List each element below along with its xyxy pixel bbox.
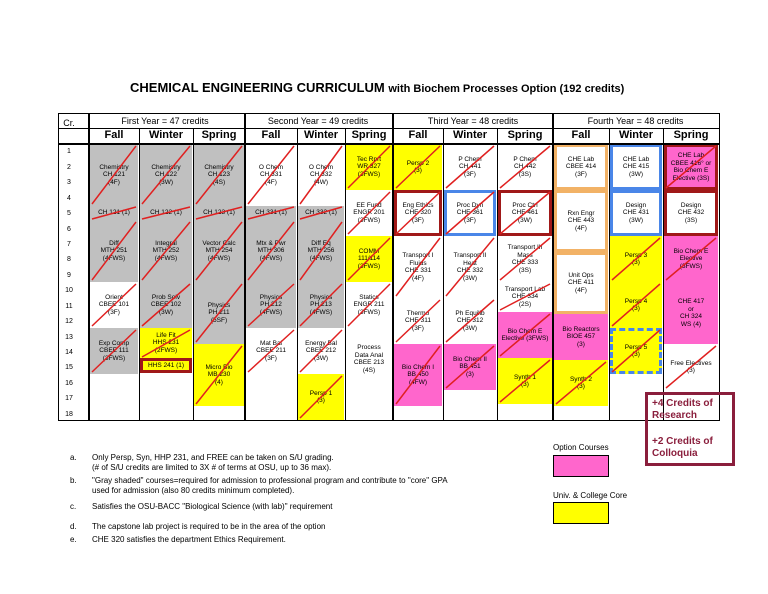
course-cell: Chemistry CH 122 (3W): [140, 144, 192, 206]
course-cell: CH 332 (1): [298, 206, 344, 220]
year-1-header: First Year = 47 credits: [121, 116, 209, 126]
course-cell: Thermo CHE 311 (3F): [405, 309, 431, 332]
course-cell: O Chem CH 332 (4W): [308, 163, 334, 186]
note-line: "Gray shaded" courses=required for admission to professional program and contribute to "core" GPA: [92, 476, 448, 485]
course-cell: Persp 1 (3): [298, 374, 344, 420]
course-cell: Micro Bio MB 230 (4): [194, 344, 244, 406]
term-winter-3: Winter: [452, 129, 488, 141]
course-cell: Prob Solv CBEE 102 (3W): [140, 282, 192, 328]
course-cell: CH 122 (1): [140, 206, 192, 220]
course-cell: Diff Eq MTH 256 (4FWS): [298, 220, 344, 282]
note-line: Satisfies the OSU-BACC "Biological Science (with lab)" requirement: [92, 502, 333, 511]
row-number: 17: [65, 395, 73, 402]
legend-option-label: Option Courses: [553, 443, 609, 452]
course-cell: CHE 417 or CH 324 WS (4): [664, 282, 718, 344]
course-cell: HHS 241 (1): [140, 358, 192, 373]
course-cell: O Chem CH 331 (4F): [258, 163, 284, 186]
term-winter-2: Winter: [303, 129, 339, 141]
row-number: 9: [67, 272, 71, 279]
note-line: Only Persp, Syn, HHP 231, and FREE can be taken on S/U grading.: [92, 453, 334, 462]
row-number: 8: [67, 256, 71, 263]
cr-header: Cr.: [63, 118, 75, 128]
row-number: 1: [67, 148, 71, 155]
research-credits: +4 Credits of Research: [652, 398, 713, 421]
note-b: [70, 476, 448, 495]
course-cell: Bio Chem II BB 451 (3): [444, 344, 496, 390]
course-cell: CH 331 (1): [246, 206, 296, 220]
course-cell: Proc Ctrl CHE 461 (3W): [498, 190, 552, 236]
note-line: (# of S/U credits are limited to 3X # of terms at OSU, up to 36 max).: [92, 462, 332, 472]
course-cell: CHE Lab CHE 415 (3W): [610, 144, 662, 190]
row-number: 13: [65, 334, 73, 341]
term-winter-1: Winter: [148, 129, 184, 141]
course-cell: COMM 111/114 (3FWS): [346, 236, 392, 282]
note-line: CHE 320 satisfies the department Ethics Requirement.: [92, 535, 286, 544]
title-sub: with Biochem Processes Option (192 credits): [388, 83, 625, 95]
course-cell: Physics PH 213 (4FWS): [298, 282, 344, 328]
course-cell: Rxn Engr CHE 443 (4F): [554, 190, 608, 252]
course-cell: Bio Reactors BIOE 457 (3): [554, 314, 608, 360]
year-3-header: Third Year = 48 credits: [427, 116, 519, 126]
term-spring-1: Spring: [201, 129, 237, 141]
row-number: 10: [65, 287, 73, 294]
legend-option-swatch: [553, 455, 609, 477]
course-cell: P Chem CH 442 (3S): [513, 155, 537, 178]
course-cell: Persp 3 (3): [610, 236, 662, 282]
course-cell: Transport I Fluids CHE 331 (4F): [402, 252, 434, 282]
course-cell: CH 123 (1): [194, 206, 244, 220]
row-number: 5: [67, 210, 71, 217]
term-spring-4: Spring: [673, 129, 709, 141]
course-cell: Bio Chem E Elective (3FWS): [498, 312, 552, 358]
title-main: CHEMICAL ENGINEERING CURRICULUM: [130, 80, 385, 95]
term-spring-2: Spring: [351, 129, 387, 141]
course-cell: Mtx & Pwr MTH 306 (4FWS): [246, 220, 296, 282]
row-number: 6: [67, 226, 71, 233]
course-cell: Free Electives (3): [670, 359, 712, 374]
term-spring-3: Spring: [507, 129, 543, 141]
course-cell: Transport II Heat CHE 332 (3W): [453, 252, 487, 282]
course-cell: Chemistry CH 121 (4F): [90, 144, 138, 206]
row-number: 7: [67, 241, 71, 248]
course-cell: Synth 1 (3): [498, 358, 552, 404]
note-label: a.: [70, 453, 77, 462]
course-cell: CHE Lab CBEE 414 (3F): [554, 144, 608, 190]
course-cell: Statics ENGR 211 (3FWS): [353, 293, 385, 316]
row-number: 15: [65, 364, 73, 371]
course-cell: Chemistry CH 123 (4S): [194, 144, 244, 206]
course-cell: Integral MTH 252 (4FWS): [140, 220, 192, 282]
course-cell: Orient CBEE 101 (3F): [98, 293, 130, 316]
year-2-header: Second Year = 49 credits: [267, 116, 369, 126]
colloquia-credits: +2 Credits of Colloquia: [652, 436, 713, 459]
row-number: 16: [65, 380, 73, 387]
course-cell: CH 121 (1): [90, 206, 138, 220]
course-cell: Tec Rprt WR 327 (3FWS): [346, 144, 392, 190]
term-fall-1: Fall: [104, 129, 124, 141]
course-cell: Transport Lab CHE 334 (2S): [504, 285, 546, 308]
course-cell: Design CHE 431 (3W): [610, 190, 662, 236]
note-line: used for admission (also 80 credits minimum completed).: [92, 485, 295, 495]
row-number: 14: [65, 349, 73, 356]
course-cell: Bio Chem E Elective (3FWS): [664, 236, 718, 282]
legend-core-swatch: [553, 502, 609, 524]
course-cell: Synth 2 (3): [554, 360, 608, 406]
note-label: d.: [70, 522, 77, 531]
note-a: [70, 453, 334, 472]
course-cell: Ph Equilib CHE 312 (3W): [455, 309, 485, 332]
course-cell: CHE Lab CBEE 416° or Bio Chem E Elective (3S): [664, 144, 718, 190]
course-cell: Eng Ethics CHE 320 (3F): [394, 190, 442, 236]
course-cell: Persp 4 (3): [610, 282, 662, 328]
row-number: 2: [67, 164, 71, 171]
course-cell: Vector Calc MTH 254 (4FWS): [194, 220, 244, 282]
course-cell: Unit Ops CHE 411 (4F): [554, 252, 608, 314]
course-cell: Transport III Mass CHE 333 (3S): [507, 244, 543, 274]
course-cell: Bio Chem I BB 450 (4FW): [394, 344, 442, 406]
row-number: 12: [65, 318, 73, 325]
note-label: c.: [70, 502, 77, 511]
note-label: b.: [70, 476, 77, 485]
course-cell: Design CHE 432 (3S): [664, 190, 718, 236]
course-cell: Physics PH 211 (5SF): [194, 282, 244, 344]
row-number: 11: [65, 303, 73, 310]
course-cell: Persp 2 (3): [394, 144, 442, 190]
term-fall-2: Fall: [261, 129, 281, 141]
course-cell: Life Fit HHS 231 (2FWS): [140, 328, 192, 358]
row-number: 4: [67, 195, 71, 202]
row-number: 3: [67, 179, 71, 186]
course-cell: Energy Bal CBEE 212 (3W): [305, 339, 337, 362]
term-fall-3: Fall: [408, 129, 428, 141]
course-cell: Proc Dyn CHE 361 (3F): [444, 190, 496, 236]
extra-credits-box: [645, 392, 735, 466]
course-cell: Mat Bal CBEE 211 (3F): [256, 339, 286, 362]
course-cell: Persp 5 (3): [610, 328, 662, 374]
legend-core-label: Univ. & College Core: [553, 491, 628, 500]
course-cell: Exp Comp CBEE 111 (3FWS): [90, 328, 138, 374]
course-cell: Process Data Anal CBEE 213 (4S): [353, 344, 385, 374]
row-number: 18: [65, 411, 73, 418]
course-cell: Physics PH 212 (4FWS): [246, 282, 296, 328]
note-d: [70, 522, 326, 532]
note-label: e.: [70, 535, 77, 544]
year-4-header: Fourth Year = 48 credits: [587, 116, 684, 126]
course-cell: EE Fund ENGR 201 (3FWS): [353, 201, 385, 224]
note-c: [70, 502, 333, 512]
term-fall-4: Fall: [571, 129, 591, 141]
course-cell: P Chem CH 441 (3F): [458, 155, 482, 178]
note-e: [70, 535, 286, 545]
note-line: The capstone lab project is required to be in the area of the option: [92, 522, 326, 531]
page-title: [130, 80, 624, 95]
term-winter-4: Winter: [618, 129, 654, 141]
course-cell: Diff MTH 251 (4FWS): [90, 220, 138, 282]
